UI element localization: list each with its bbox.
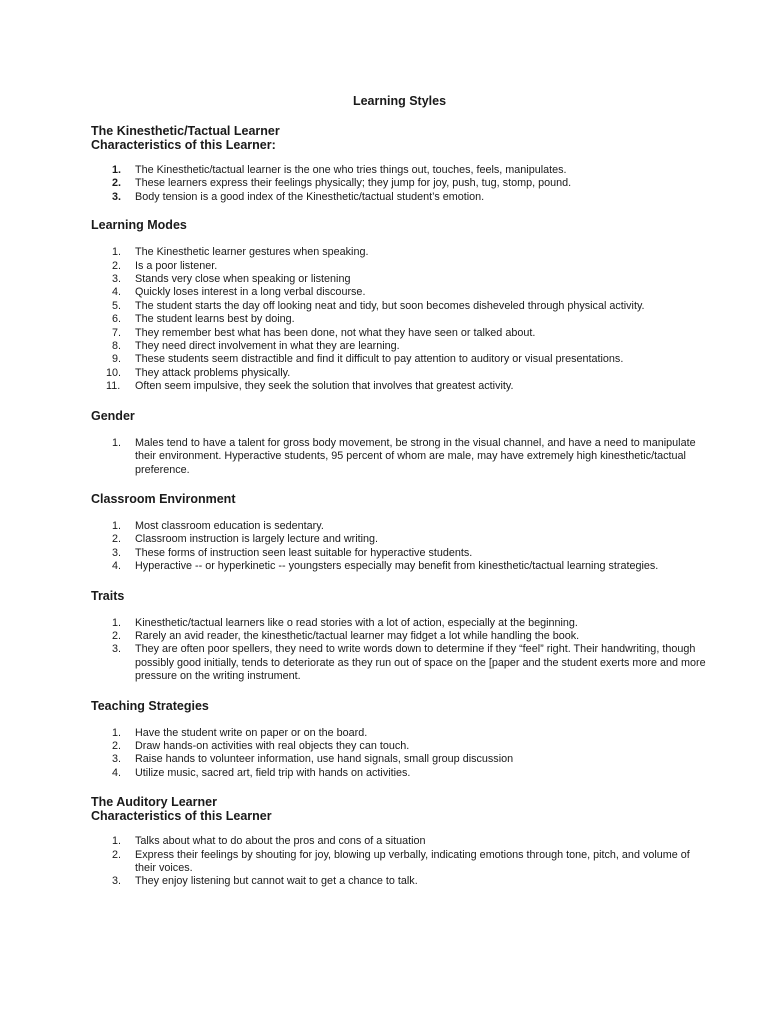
list-item-text: They enjoy listening but cannot wait to get a chance to talk. xyxy=(135,875,418,888)
section-heading: Gender xyxy=(91,408,135,423)
list-item xyxy=(91,286,708,299)
list-item xyxy=(91,753,708,766)
list-item-number: 7. xyxy=(112,326,122,339)
list-item-number: 8. xyxy=(112,340,122,353)
list-item-number: 2. xyxy=(112,533,122,546)
section-heading: Traits xyxy=(91,588,125,603)
section-subheading: Characteristics of this Learner: xyxy=(91,138,276,152)
list-item-text: The student learns best by doing. xyxy=(135,313,295,326)
list-item xyxy=(91,327,708,340)
list-item-text: They need direct involvement in what they are learning. xyxy=(135,340,400,353)
section-traits xyxy=(91,589,708,684)
section-heading: Teaching Strategies xyxy=(91,698,209,713)
list-item-number: 3. xyxy=(112,875,122,888)
list-item-text: These forms of instruction seen least suitable for hyperactive students. xyxy=(135,546,473,559)
list-item xyxy=(91,273,708,286)
traits-list xyxy=(91,617,708,684)
list-item-number: 3. xyxy=(112,753,122,766)
section-heading: The Auditory Learner xyxy=(91,795,217,810)
list-item-number: 1. xyxy=(112,835,122,848)
list-item-text: Raise hands to volunteer information, use hand signals, small group discussion xyxy=(135,753,514,766)
list-item-number: 4. xyxy=(112,286,122,299)
learning-modes-list xyxy=(91,246,708,393)
list-item xyxy=(91,767,708,780)
section-teaching-strategies xyxy=(91,699,708,781)
list-item-text: These learners express their feelings physically; they jump for joy, push, tug, stomp, pound. xyxy=(135,177,572,190)
list-item-text: Quickly loses interest in a long verbal discourse. xyxy=(135,286,366,299)
list-item-text: Often seem impulsive, they seek the solution that involves that greatest activity. xyxy=(135,380,514,393)
section-heading: Learning Modes xyxy=(91,218,187,233)
list-item-text: Is a poor listener. xyxy=(135,259,218,272)
list-item-text: Talks about what to do about the pros and cons of a situation xyxy=(135,835,426,848)
list-item xyxy=(91,177,708,190)
list-item xyxy=(91,380,708,393)
list-item xyxy=(91,300,708,313)
document-title: Learning Styles xyxy=(352,94,447,108)
list-item-number: 4. xyxy=(112,560,122,573)
section-heading: Classroom Environment xyxy=(91,491,236,506)
list-item xyxy=(91,643,708,683)
list-item-number: 1. xyxy=(112,726,122,739)
list-item-number: 3. xyxy=(112,190,122,203)
auditory-characteristics-list xyxy=(91,835,708,889)
list-item-text: They attack problems physically. xyxy=(135,366,291,379)
list-item xyxy=(91,547,708,560)
list-item xyxy=(91,367,708,380)
list-item xyxy=(91,560,708,573)
list-item-number: 6. xyxy=(112,313,122,326)
list-item xyxy=(91,437,708,477)
list-item-number: 2. xyxy=(112,259,122,272)
list-item-number: 11. xyxy=(106,380,121,393)
section-subheading: Characteristics of this Learner xyxy=(91,809,272,824)
list-item-text: The student starts the day off looking neat and tidy, but soon becomes disheveled through physical activity. xyxy=(135,299,645,312)
list-item-text: The Kinesthetic/tactual learner is the one who tries things out, touches, feels, manipulates. xyxy=(135,164,567,176)
list-item-text: Draw hands-on activities with real objects they can touch. xyxy=(135,739,410,752)
list-item-text: The Kinesthetic learner gestures when speaking. xyxy=(135,246,369,259)
list-item-number: 2. xyxy=(112,629,122,642)
list-item-number: 1. xyxy=(112,164,122,176)
list-item xyxy=(91,340,708,353)
section-learning-modes xyxy=(91,218,708,393)
teaching-strategies-list xyxy=(91,727,708,781)
list-item-number: 3. xyxy=(112,643,122,656)
list-item-text: Body tension is a good index of the Kinesthetic/tactual student’s emotion. xyxy=(135,190,485,203)
list-item-number: 4. xyxy=(112,766,122,779)
list-item-text: They are often poor spellers, they need to write words down to determine if they “feel” right. Their handwriting, though possibly good initially, tends to deteriorate as they run out of space on the [paper and the student exerts more and more pressure on the writing instrument. xyxy=(135,643,706,683)
list-item xyxy=(91,164,708,177)
list-item-text: Most classroom education is sedentary. xyxy=(135,519,324,532)
list-item-text: Have the student write on paper or on the board. xyxy=(135,726,368,739)
gender-list xyxy=(91,437,708,477)
list-item-number: 9. xyxy=(112,353,122,366)
section-classroom-environment xyxy=(91,492,708,574)
list-item-text: Utilize music, sacred art, field trip with hands on activities. xyxy=(135,766,411,779)
list-item-number: 1. xyxy=(112,616,122,629)
list-item-number: 3. xyxy=(112,273,122,286)
list-item-number: 2. xyxy=(112,739,122,752)
list-item-text: Rarely an avid reader, the kinesthetic/tactual learner may fidget a lot while handling the book. xyxy=(135,629,580,642)
section-gender xyxy=(91,409,708,477)
list-item xyxy=(91,191,708,204)
characteristics-list xyxy=(91,164,708,204)
list-item xyxy=(91,727,708,740)
list-item xyxy=(91,533,708,546)
list-item-text: Kinesthetic/tactual learners like o read stories with a lot of action, especially at the beginning. xyxy=(135,616,578,629)
section-kinesthetic-characteristics xyxy=(91,124,708,204)
list-item-text: These students seem distractible and find it difficult to pay attention to auditory or visual presentations. xyxy=(135,353,624,366)
list-item-text: Males tend to have a talent for gross body movement, be strong in the visual channel, and have a need to manipulate their environment. Hyperactive students, 95 percent of whom are male, may have extremely high kinesthetic/tactual preference. xyxy=(135,436,696,476)
list-item xyxy=(91,313,708,326)
list-item-number: 1. xyxy=(112,436,122,449)
list-item xyxy=(91,835,708,848)
list-item-text: Stands very close when speaking or listening xyxy=(135,273,351,286)
list-item xyxy=(91,260,708,273)
list-item-text: Express their feelings by shouting for joy, blowing up verbally, indicating emotions through tone, pitch, and volume of their voices. xyxy=(135,848,690,874)
list-item-text: They remember best what has been done, not what they have seen or talked about. xyxy=(135,326,536,339)
list-item-number: 2. xyxy=(112,177,122,190)
list-item xyxy=(91,520,708,533)
classroom-environment-list xyxy=(91,520,708,574)
list-item-number: 2. xyxy=(112,848,122,861)
list-item xyxy=(91,630,708,643)
list-item xyxy=(91,875,708,888)
list-item-number: 10. xyxy=(106,366,122,379)
section-heading: The Kinesthetic/Tactual Learner xyxy=(91,124,280,138)
list-item-text: Classroom instruction is largely lecture and writing. xyxy=(135,533,379,546)
list-item-number: 1. xyxy=(112,519,122,532)
section-auditory-characteristics xyxy=(91,795,708,889)
list-item xyxy=(91,246,708,259)
list-item xyxy=(91,617,708,630)
list-item-text: Hyperactive -- or hyperkinetic -- youngsters especially may benefit from kinesthetic/tactual learning strategies. xyxy=(135,560,659,573)
list-item-number: 1. xyxy=(112,246,122,259)
list-item xyxy=(91,353,708,366)
list-item-number: 3. xyxy=(112,546,122,559)
list-item xyxy=(91,849,708,876)
list-item-number: 5. xyxy=(112,299,122,312)
list-item xyxy=(91,740,708,753)
